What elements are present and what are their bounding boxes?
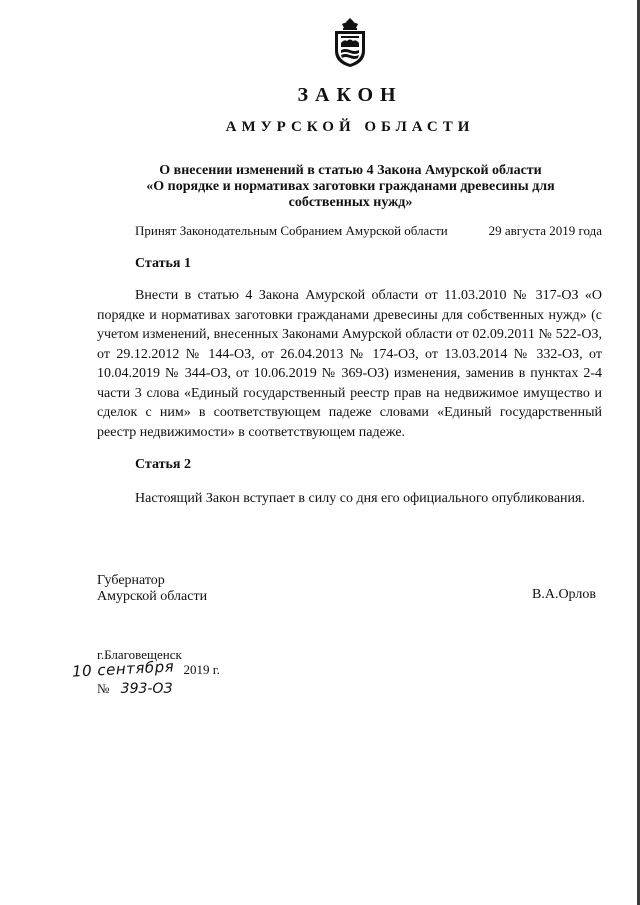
handwritten-law-number: 393-ОЗ	[120, 681, 173, 697]
article-2-title: Статья 2	[135, 457, 191, 472]
amur-oblast-coat-of-arms-icon	[329, 17, 371, 69]
handwritten-date: 10 сентября	[71, 657, 175, 681]
subject-line-3: собственных нужд»	[288, 195, 413, 210]
signing-date	[71, 657, 220, 682]
subject-line-1: О внесении изменений в статью 4 Закона Амурской области	[159, 163, 542, 178]
signatory-position	[97, 573, 207, 605]
position-line-2: Амурской области	[97, 589, 208, 604]
article-2-text: Настоящий Закон вступает в силу со дня его официального опубликования.	[135, 491, 585, 506]
law-number	[97, 681, 172, 697]
signing-year: 2019 г.	[183, 662, 220, 677]
adoption-text: Принят Законодательным Собранием Амурской области	[135, 223, 448, 238]
signatory-name: В.А.Орлов	[532, 587, 596, 602]
number-prefix: №	[97, 681, 110, 696]
law-subject	[118, 163, 583, 211]
region-title: АМУРСКОЙ ОБЛАСТИ	[225, 119, 475, 135]
adoption-line	[135, 223, 602, 239]
adoption-date: 29 августа 2019 года	[488, 223, 602, 238]
article-1-text: Внести в статью 4 Закона Амурской области от 11.03.2010 № 317-ОЗ «О порядке и нормативах заготовки гражданами древесины для собственных нужд» (с учетом изменений, внесенных Законами Амурской области от 02.09.2011 № 522-ОЗ, от 29.12.2012 № 144-ОЗ, от 26.04.2013 № 174-ОЗ, от 13.03.2014 № 332-ОЗ, от 10.04.2019 № 344-ОЗ, от 10.06.2019 № 369-ОЗ) изменения, заменив в пунктах 2-4 части 3 слова «Единый государственный реестр прав на недвижимое имущество и сделок с ним» в соответствующем падеже словами «Единый государственный реестр недвижимости» в соответствующем падеже.	[97, 288, 602, 440]
city-of-signing: г.Благовещенск	[97, 647, 182, 662]
document-title: ЗАКОН	[297, 84, 403, 106]
position-line-1: Губернатор	[97, 573, 165, 588]
subject-line-2: «О порядке и нормативах заготовки гражданами древесины для	[146, 179, 555, 194]
article-1-title: Статья 1	[135, 256, 191, 271]
